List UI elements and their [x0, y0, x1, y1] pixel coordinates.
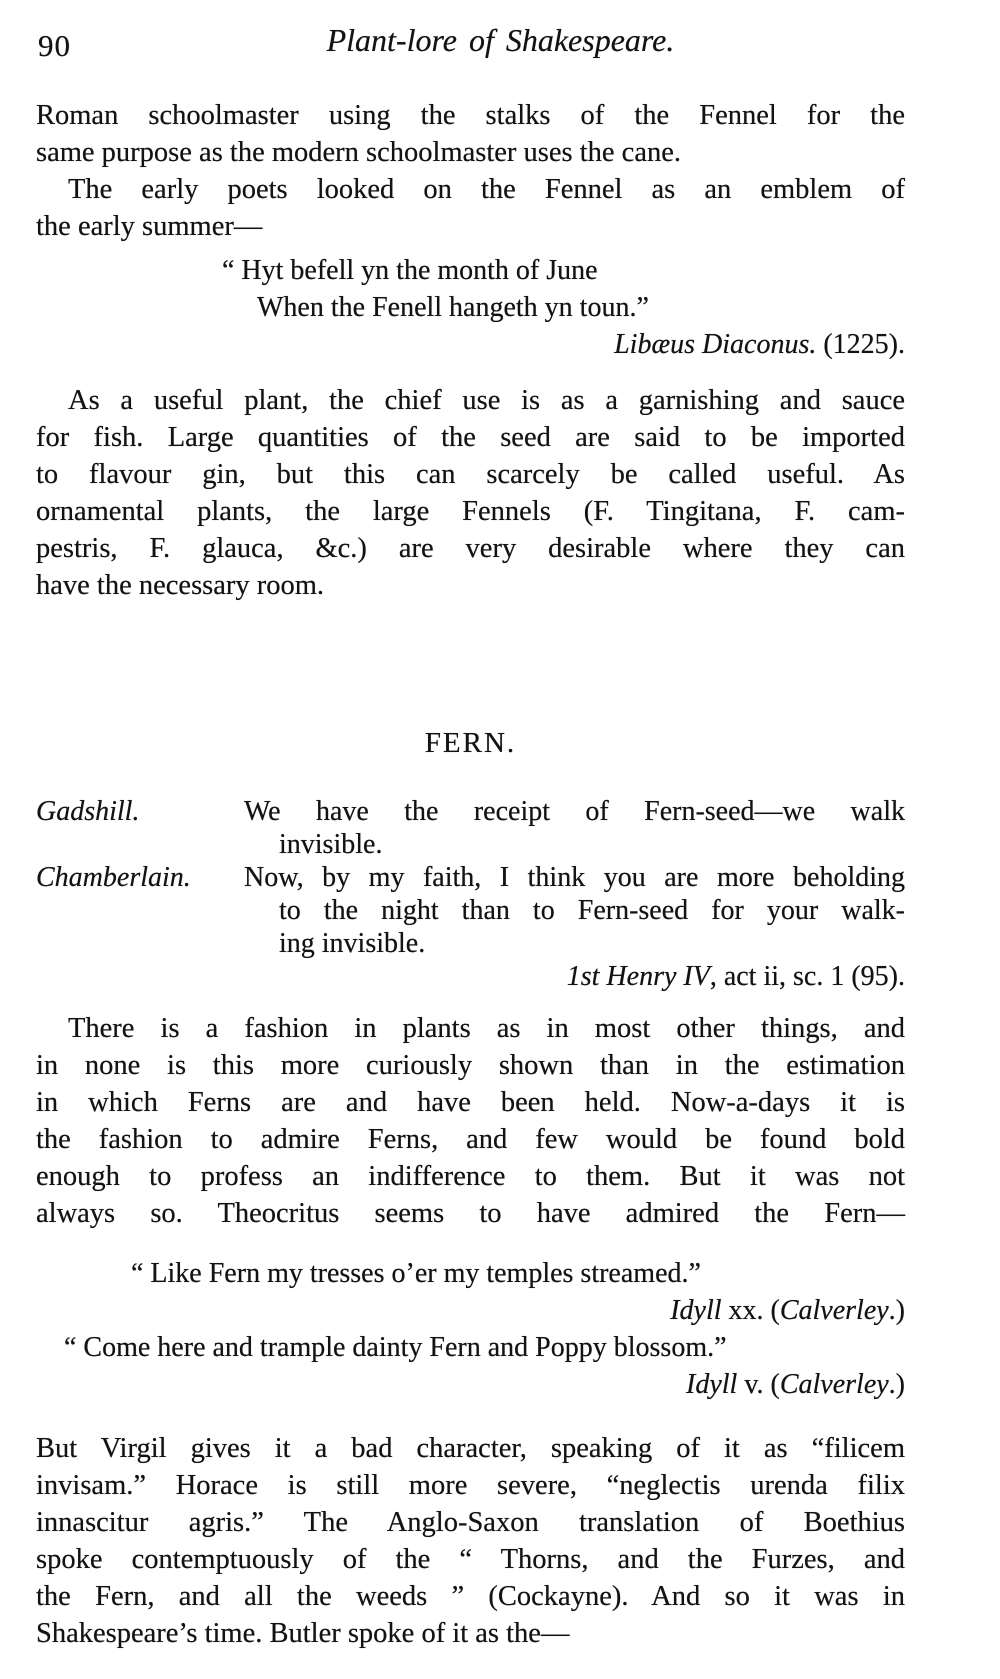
citation-act-scene: , act ii, sc. 1 (95).: [709, 961, 905, 992]
speech-line: Now, by my faith, I think you are more beholding: [244, 862, 905, 893]
section-heading-fern: FERN.: [424, 727, 517, 759]
quote-attribution-idyll-v: [36, 1366, 905, 1403]
text-line: to flavour gin, but this can scarcely be called useful. As: [36, 459, 905, 490]
text-line: spoke contemptuously of the “ Thorns, and the Furzes, and: [36, 1544, 905, 1575]
page-number: 90: [38, 28, 71, 63]
text-line: ornamental plants, the large Fennels (F. Tingitana, F. cam-: [36, 496, 905, 527]
paragraph-fennel-schoolmaster: [36, 97, 905, 245]
paragraph-fennel-uses: [36, 382, 905, 604]
verse-line: When the Fenell hangeth yn toun.”: [257, 292, 649, 323]
text-line: innascitur agris.” The Anglo-Saxon translation of Boethius: [36, 1507, 905, 1538]
speaker-name: Chamberlain.: [36, 862, 191, 893]
text-line: pestris, F. glauca, &c.) are very desirable where they can: [36, 533, 905, 564]
play-dialog: [36, 795, 905, 960]
page-header: [36, 22, 905, 66]
text-line: The early poets looked on the Fennel as an emblem of: [68, 174, 905, 205]
verse-line: “ Hyt befell yn the month of June: [222, 255, 598, 286]
paragraph-fern-fashion: [36, 1010, 905, 1232]
text-line: Shakespeare’s time. Butler spoke of it as the—: [36, 1618, 570, 1649]
verse-quote-idyll-xx: [36, 1255, 905, 1329]
attribution-work: Idyll: [686, 1369, 738, 1400]
verse-quote-fennel: [222, 252, 905, 326]
attribution-close: .): [888, 1295, 905, 1326]
quote-attribution-idyll-xx: [36, 1292, 905, 1329]
attribution-source: Libæus Diaconus.: [614, 329, 817, 360]
attribution-translator: Calverley: [779, 1295, 889, 1326]
speech-line: to the night than to Fern-seed for your walk-: [279, 895, 905, 926]
play-citation: [36, 960, 905, 993]
speech-text: [244, 861, 905, 960]
text-line: the fashion to admire Ferns, and few would be found bold: [36, 1124, 905, 1155]
citation-play-title: 1st Henry IV: [566, 961, 710, 992]
text-line: in which Ferns are and have been held. Now-a-days it is: [36, 1087, 905, 1118]
running-title: Plant-lore of Shakespeare.: [326, 22, 675, 58]
text-line: But Virgil gives it a bad character, speaking of it as “filicem: [36, 1433, 905, 1464]
text-line: always so. Theocritus seems to have admired the Fern—: [36, 1198, 905, 1229]
speech-text: [244, 795, 905, 861]
speech-chamberlain: [36, 861, 905, 960]
verse-line: “ Like Fern my tresses o’er my temples streamed.”: [131, 1258, 701, 1289]
speech-line: ing invisible.: [279, 928, 426, 959]
text-line: There is a fashion in plants as in most other things, and: [68, 1013, 905, 1044]
text-line: the early summer—: [36, 211, 263, 242]
text-line: Roman schoolmaster using the stalks of the Fennel for the: [36, 100, 905, 131]
attribution-translator: Calverley: [779, 1369, 889, 1400]
verse-line: “ Come here and trample dainty Fern and Poppy blossom.”: [64, 1332, 727, 1363]
verse-quote-idyll-v: [36, 1329, 905, 1403]
text-line: for fish. Large quantities of the seed are said to be imported: [36, 422, 905, 453]
speech-line: We have the receipt of Fern-seed—we walk: [244, 796, 905, 827]
text-line: same purpose as the modern schoolmaster uses the cane.: [36, 137, 682, 168]
paragraph-fern-classics: [36, 1430, 905, 1652]
attribution-year: (1225).: [816, 329, 905, 360]
attribution-number: v. (: [737, 1369, 780, 1400]
attribution-number: xx. (: [721, 1295, 780, 1326]
text-line: in none is this more curiously shown than in the estimation: [36, 1050, 905, 1081]
speech-gadshill: [36, 795, 905, 861]
speech-line: invisible.: [279, 829, 383, 860]
attribution-close: .): [888, 1369, 905, 1400]
text-line: invisam.” Horace is still more severe, “neglectis urenda filix: [36, 1470, 905, 1501]
text-line: As a useful plant, the chief use is as a garnishing and sauce: [68, 385, 905, 416]
speaker-name: Gadshill.: [36, 796, 140, 827]
text-line: have the necessary room.: [36, 570, 325, 601]
attribution-work: Idyll: [670, 1295, 722, 1326]
text-line: enough to profess an indifference to them. But it was not: [36, 1161, 905, 1192]
text-line: the Fern, and all the weeds ” (Cockayne). And so it was in: [36, 1581, 905, 1612]
quote-attribution-libaeus: [36, 326, 905, 363]
